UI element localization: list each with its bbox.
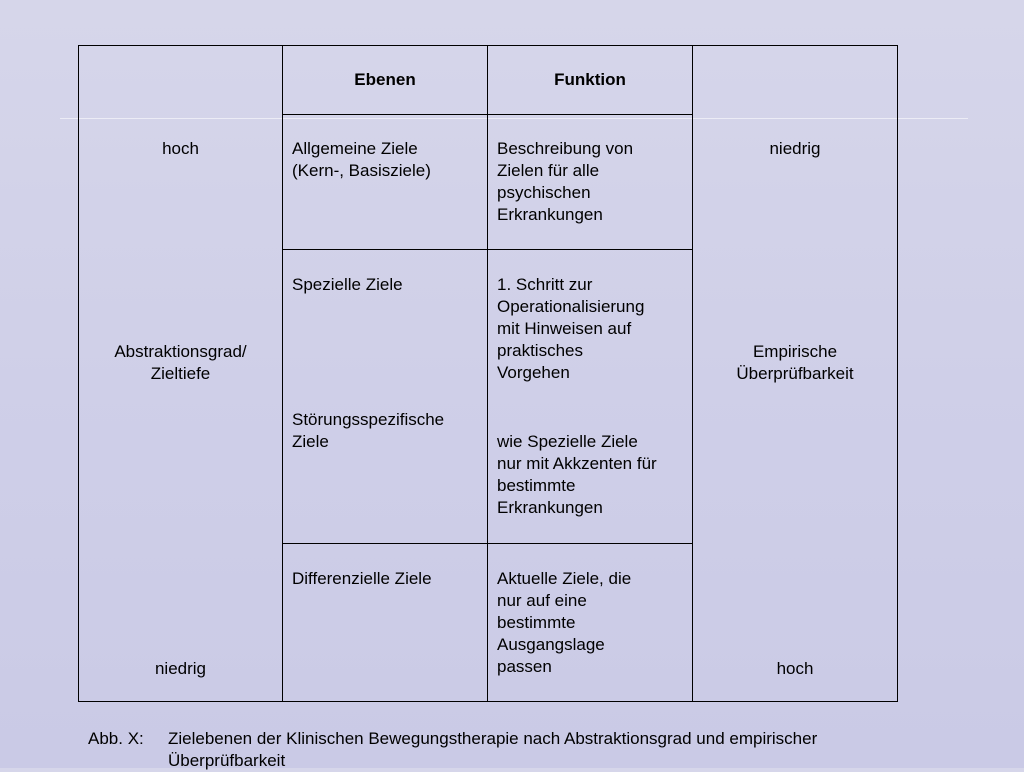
row-funktion-1: Beschreibung von Zielen für alle psychischen Erkrankungen bbox=[497, 139, 634, 224]
row-separator-header bbox=[282, 114, 693, 115]
left-top-label: hoch bbox=[162, 139, 199, 158]
table-border-top bbox=[78, 45, 898, 46]
row-separator-2 bbox=[282, 543, 693, 544]
row-ebene-3: Störungsspezifische Ziele bbox=[292, 410, 445, 451]
caption-label: Abb. X: bbox=[88, 729, 144, 748]
right-top-label: niedrig bbox=[769, 139, 821, 158]
row-separator-1 bbox=[282, 249, 693, 250]
row-funktion-2: 1. Schritt zur Operationalisierung mit Hinweisen auf praktisches Vorgehen bbox=[497, 275, 645, 382]
row-ebene-1: Allgemeine Ziele (Kern-, Basisziele) bbox=[292, 139, 431, 180]
caption-text: Zielebenen der Klinischen Bewegungstherapie nach Abstraktionsgrad und empirischer Überprüfbarkeit bbox=[168, 729, 818, 770]
row-ebene-2: Spezielle Ziele bbox=[292, 275, 403, 294]
table-border-col2 bbox=[282, 45, 283, 702]
table-border-col3 bbox=[487, 45, 488, 702]
right-middle-label: Empirische Überprüfbarkeit bbox=[736, 342, 854, 383]
row-ebene-4: Differenzielle Ziele bbox=[292, 569, 432, 588]
table-border-right bbox=[897, 45, 898, 702]
left-bottom-label: niedrig bbox=[154, 659, 207, 678]
row-funktion-4: Aktuelle Ziele, die nur auf eine bestimmte Ausgangslage passen bbox=[497, 569, 632, 676]
left-middle-label: Abstraktionsgrad/ Zieltiefe bbox=[114, 342, 247, 383]
table-border-bottom bbox=[78, 701, 898, 702]
right-bottom-label: hoch bbox=[776, 659, 814, 678]
header-funktion: Funktion bbox=[554, 70, 626, 89]
row-funktion-3: wie Spezielle Ziele nur mit Akkzenten für bestimmte Erkrankungen bbox=[497, 432, 657, 517]
header-ebenen: Ebenen bbox=[354, 70, 416, 89]
slide-highlight-line bbox=[60, 118, 968, 119]
